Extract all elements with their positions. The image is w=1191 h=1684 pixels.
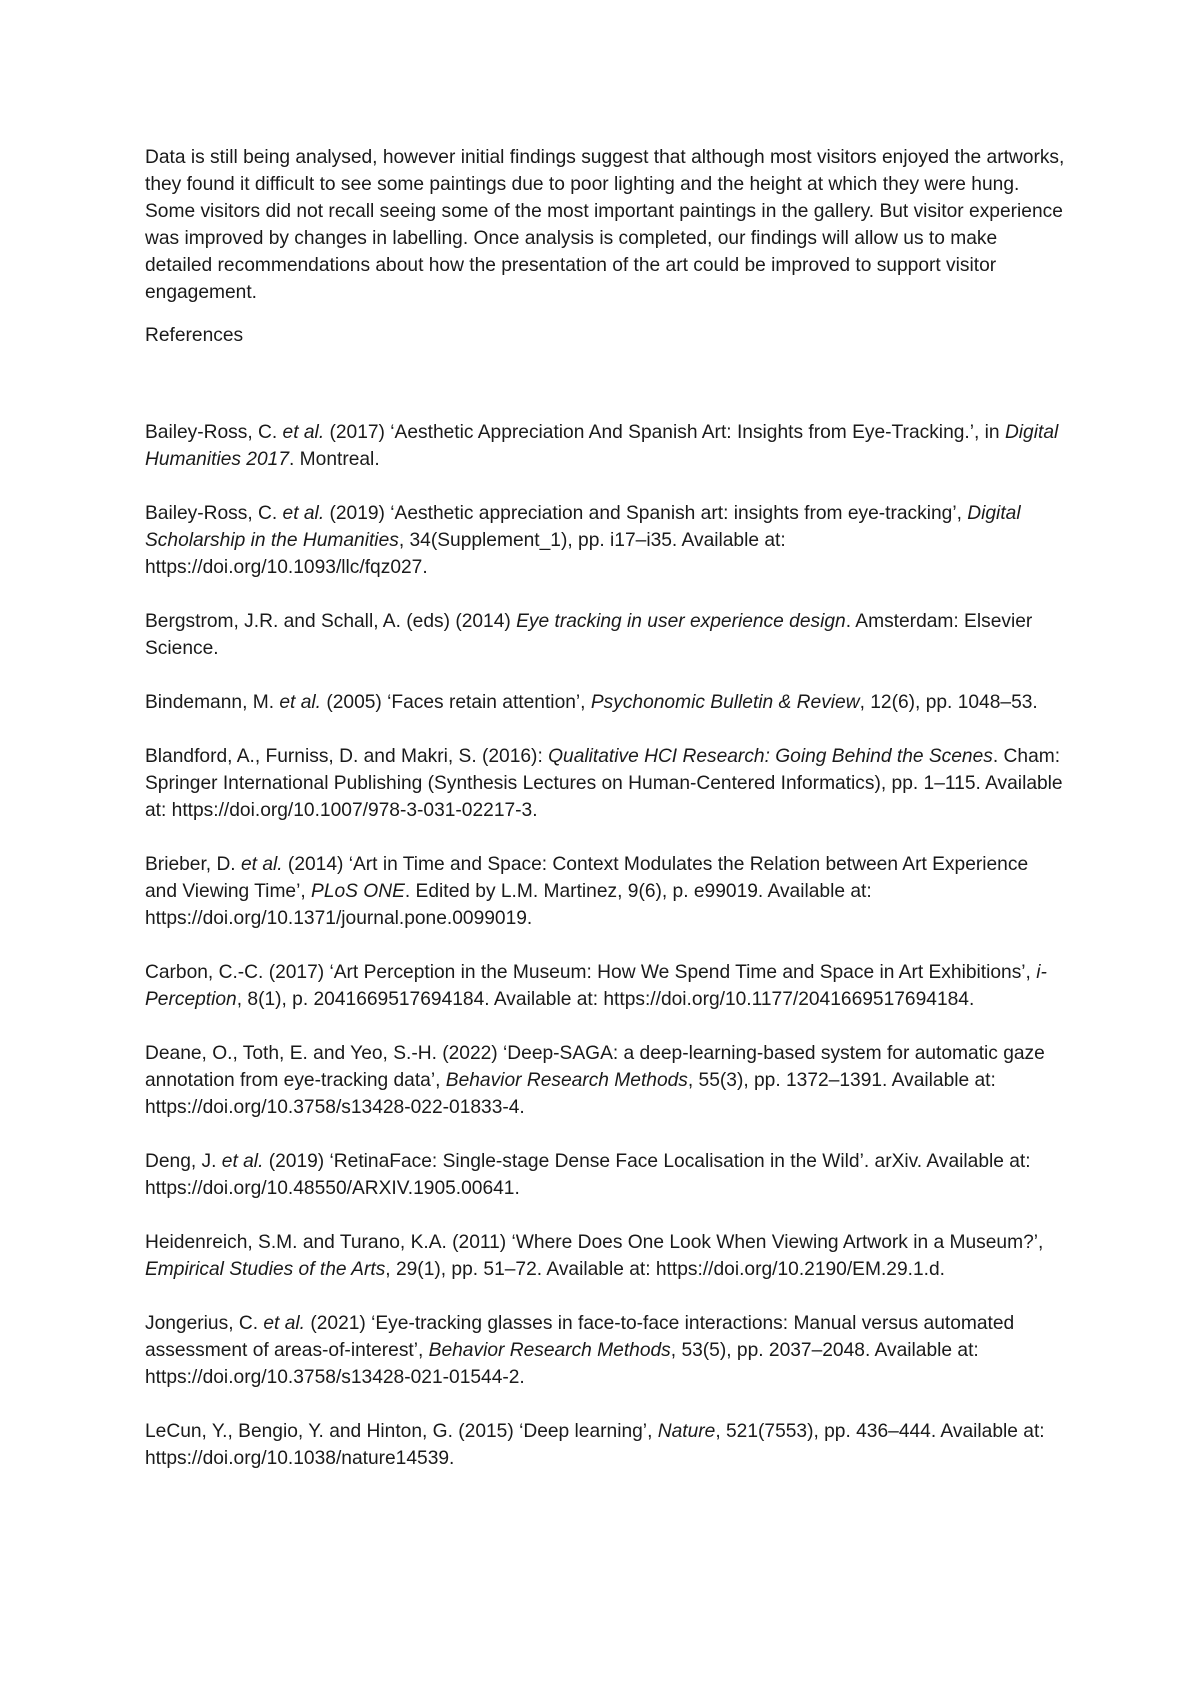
- reference-jongerius-2021: Jongerius, C. et al. (2021) ‘Eye-tracking glasses in face-to-face interactions: Manual versus automated assessment of areas-of-interest’, Behavior Research Methods, 53(5), pp. 2037–2048. Available at: https://doi.org/10.3758/s13428-021-01544-2.: [145, 1313, 1015, 1388]
- reference-bailey-ross-2019: Bailey-Ross, C. et al. (2019) ‘Aesthetic appreciation and Spanish art: insights from eye-tracking’, Digital Scholarship in the Humanities, 34(Supplement_1), pp. i17–i35. Available at: https://doi.org/10.1093/llc/fqz027.: [145, 503, 1021, 578]
- reference-blandford-2016: Blandford, A., Furniss, D. and Makri, S. (2016): Qualitative HCI Research: Going Behind the Scenes. Cham: Springer International Publishing (Synthesis Lectures on Human-Centered Informatics), pp. 1–115. Available at: https://doi.org/10.1007/978-3-031-02217-3.: [145, 746, 1063, 821]
- reference-deng-2019: Deng, J. et al. (2019) ‘RetinaFace: Single-stage Dense Face Localisation in the Wild’. arXiv. Available at: https://doi.org/10.48550/ARXIV.1905.00641.: [145, 1151, 1031, 1199]
- findings-paragraph: Data is still being analysed, however initial findings suggest that although most visitors enjoyed the artworks, they found it difficult to see some paintings due to poor lighting and the height at which they were hung. Some visitors did not recall seeing some of the most important paintings in the gallery. But visitor experience was improved by changes in labelling. Once analysis is completed, our findings will allow us to make detailed recommendations about how the presentation of the art could be improved to support visitor engagement.: [145, 147, 1065, 303]
- reference-deane-2022: Deane, O., Toth, E. and Yeo, S.-H. (2022) ‘Deep-SAGA: a deep-learning-based system for automatic gaze annotation from eye-tracking data’, Behavior Research Methods, 55(3), pp. 1372–1391. Available at: https://doi.org/10.3758/s13428-022-01833-4.: [145, 1043, 1045, 1118]
- reference-list: [145, 419, 1065, 1472]
- references-heading: References: [145, 325, 244, 346]
- reference-lecun-2015: LeCun, Y., Bengio, Y. and Hinton, G. (2015) ‘Deep learning’, Nature, 521(7553), pp. 436–444. Available at: https://doi.org/10.1038/nature14539.: [145, 1421, 1045, 1469]
- reference-bailey-ross-2017: Bailey-Ross, C. et al. (2017) ‘Aesthetic Appreciation And Spanish Art: Insights from Eye-Tracking.’, in Digital Humanities 2017. Montreal.: [145, 422, 1059, 470]
- reference-bindemann-2005: Bindemann, M. et al. (2005) ‘Faces retain attention’, Psychonomic Bulletin & Review, 12(6), pp. 1048–53.: [145, 692, 1038, 713]
- reference-brieber-2014: Brieber, D. et al. (2014) ‘Art in Time and Space: Context Modulates the Relation between Art Experience and Viewing Time’, PLoS ONE. Edited by L.M. Martinez, 9(6), p. e99019. Available at: https://doi.org/10.1371/journal.pone.0099019.: [145, 854, 1029, 929]
- reference-bergstrom-2014: Bergstrom, J.R. and Schall, A. (eds) (2014) Eye tracking in user experience design. Amsterdam: Elsevier Science.: [145, 611, 1033, 659]
- document-page: [145, 144, 1065, 1499]
- reference-heidenreich-2011: Heidenreich, S.M. and Turano, K.A. (2011) ‘Where Does One Look When Viewing Artwork in a Museum?’, Empirical Studies of the Arts, 29(1), pp. 51–72. Available at: https://doi.org/10.2190/EM.29.1.d.: [145, 1232, 1044, 1280]
- reference-carbon-2017: Carbon, C.-C. (2017) ‘Art Perception in the Museum: How We Spend Time and Space in Art Exhibitions’, i-Perception, 8(1), p. 2041669517694184. Available at: https://doi.org/10.1177/2041669517694184.: [145, 962, 1047, 1010]
